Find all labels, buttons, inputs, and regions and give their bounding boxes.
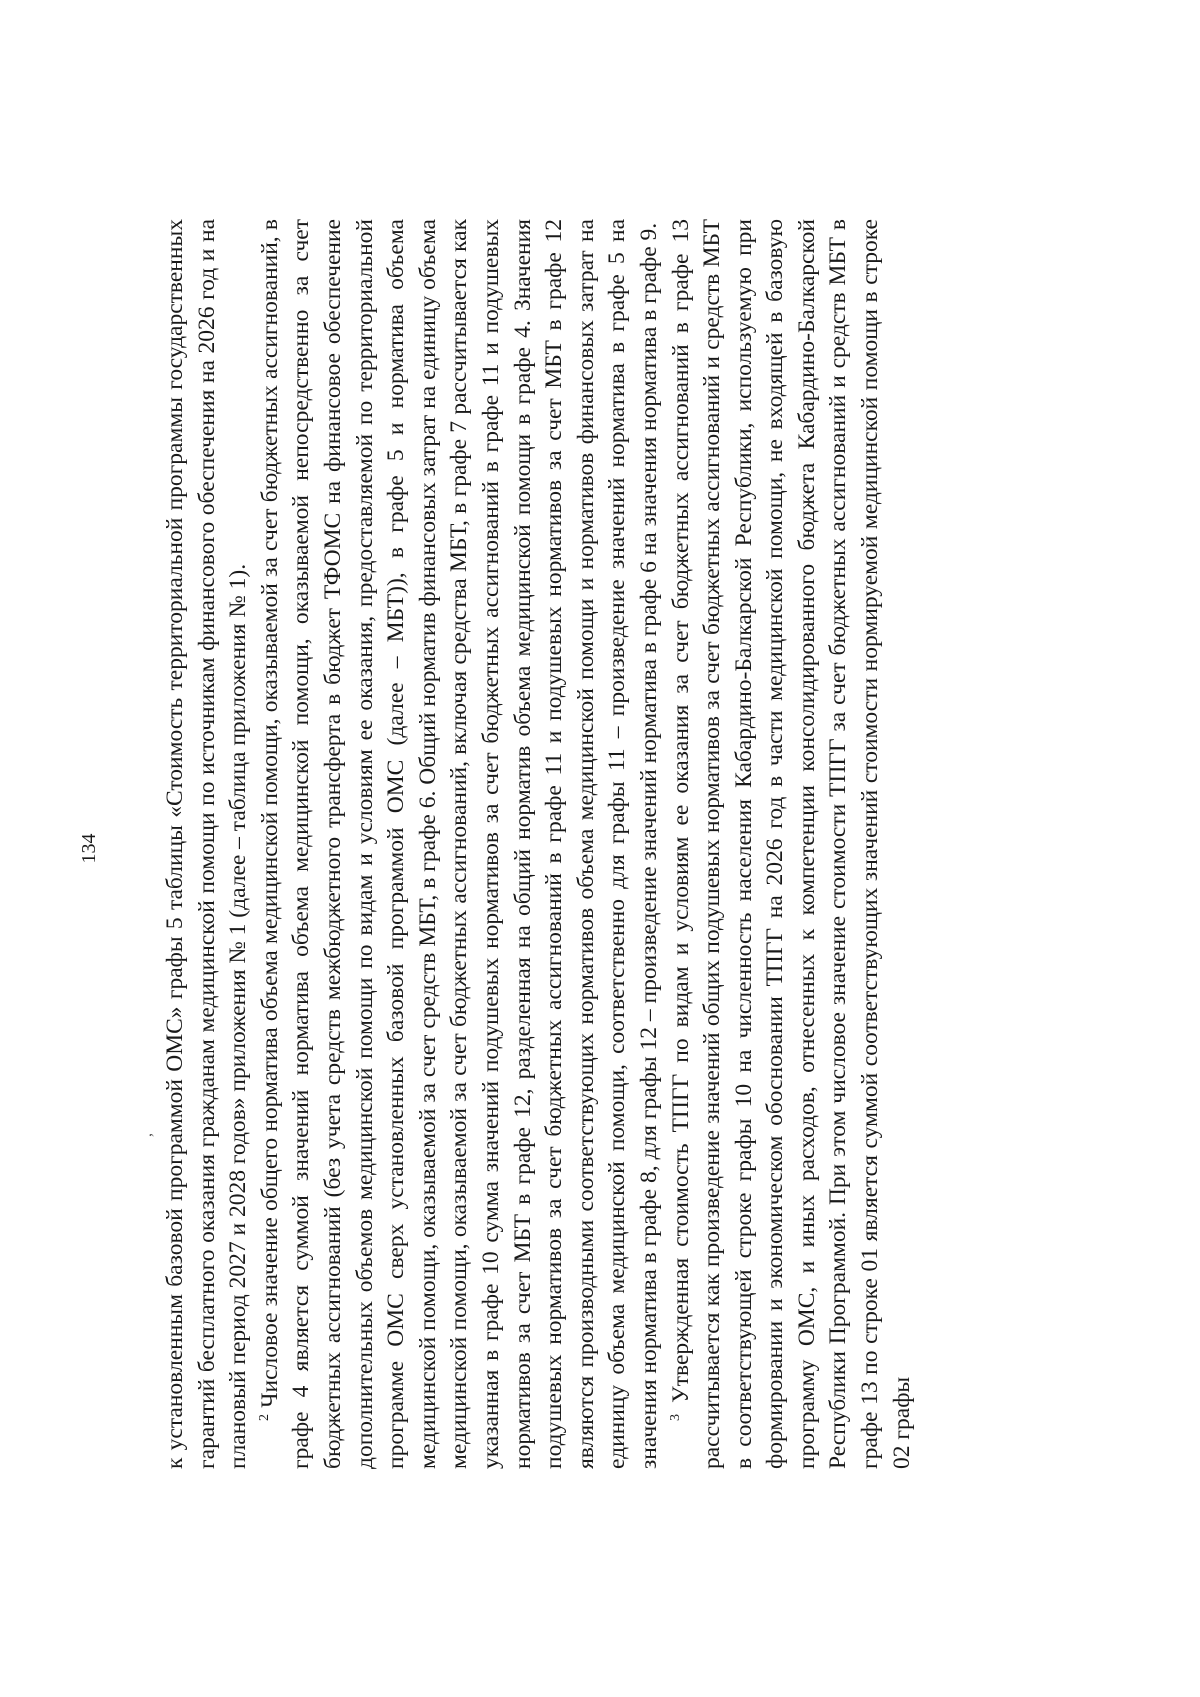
paragraph-text: Утвержденная стоимость ТПГГ по видам и условиям ее оказания за счет бюджетных ассигнований в графе 13 рассчитывается как произведение значений общих подушевых нормативов за счет бюджетных ассигнований и средств МБТ в соответствующей строке графы 10 на численность населения Кабардино-Балкарской Республики, используемую при формировании и экономическом обосновании ТПГГ на 2026 год в части медицинской помощи, не входящей в базовую программу ОМС, и иных расходов, отнесенных к компетенции консолидированного бюджета Кабардино-Балкарской Республики Программой. При этом числовое значение стоимости ТПГГ за счет бюджетных ассигнований и средств МБТ в графе 13 по строке 01 является суммой соответствующих значений стоимости нормируемой медицинской помощи в строке 02 графы: [667, 219, 915, 1469]
footnote-paragraph-2: [255, 219, 666, 1469]
scan-artifact: ,: [138, 1133, 155, 1137]
paragraph-text: к установленным базовой программой ОМС» графы 5 таблицы «Стоимость территориальной программы государственных гарантий бесплатного оказания гражданам медицинской помощи по источникам финансового обеспечения на 2026 год и на плановый период 2027 и 2028 годов» приложения № 1 (далее – таблица приложения № 1).: [162, 219, 252, 1469]
paragraph-text: Числовое значение общего норматива объема медицинской помощи, оказываемой за счет бюджетных ассигнований, в графе 4 является суммой значений норматива объема медицинской помощи, оказываемой непосредственно за счет бюджетных ассигнований (без учета средств межбюджетного трансферта в бюджет ТФОМС на финансовое обеспечение дополнительных объемов медицинской помощи по видам и условиям ее оказания, предоставляемой по территориальной программе ОМС сверх установленных базовой программой ОМС (далее – МБТ)), в графе 5 и норматива объема медицинской помощи, оказываемой за счет средств МБТ, в графе 6. Общий норматив финансовых затрат на единицу объема медицинской помощи, оказываемой за счет бюджетных ассигнований, включая средства МБТ, в графе 7 рассчитывается как указанная в графе 10 сумма значений подушевых нормативов за счет бюджетных ассигнований в графе 11 и подушевых нормативов за счет МБТ в графе 12, разделенная на общий норматив объема медицинской помощи в графе 4. Значения подушевых нормативов за счет бюджетных ассигнований в графе 11 и подушевых нормативов за счет МБТ в графе 12 являются производными соответствующих нормативов объема медицинской помощи и нормативов финансовых затрат на единицу объема медицинской помощи, соответственно для графы 11 – произведение значений норматива в графе 5 на значения норматива в графе 8, для графы 12 – произведение значений норматива в графе 6 на значения норматива в графе 9.: [256, 218, 662, 1469]
page-number: 134: [78, 833, 100, 864]
footnote-paragraph-3: [666, 219, 919, 1469]
footnote-marker: 3: [667, 1414, 683, 1421]
footnote-marker: 2: [256, 1414, 272, 1421]
footnote-paragraph-continuation: [160, 219, 255, 1469]
footnotes-text-block: [160, 219, 918, 1469]
